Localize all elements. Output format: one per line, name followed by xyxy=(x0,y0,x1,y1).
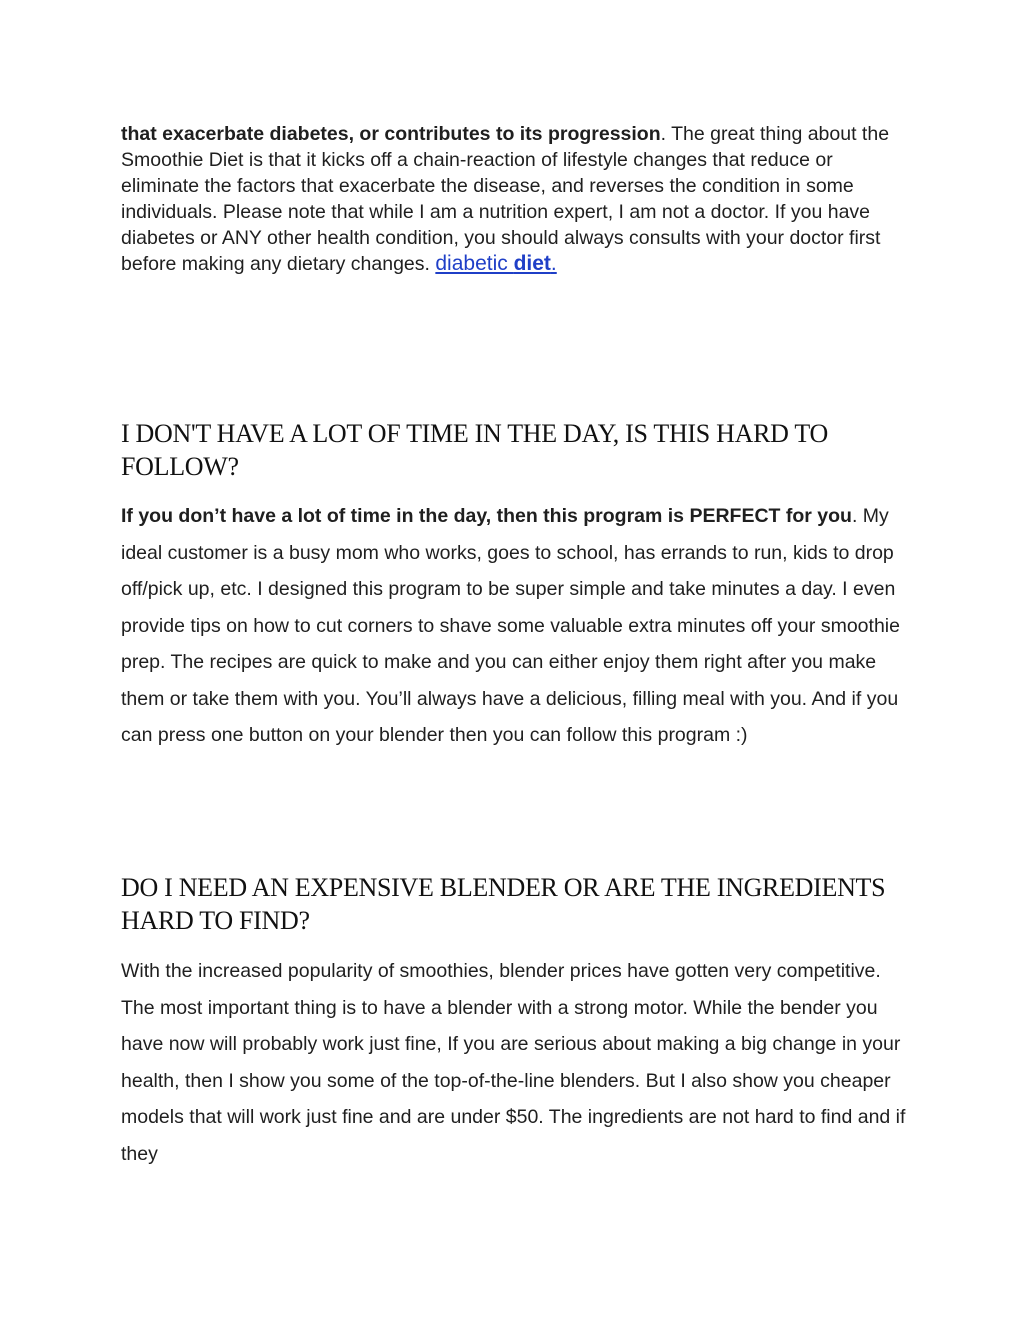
link-text-period: . xyxy=(550,252,557,275)
link-text-diabetic: diabetic xyxy=(435,252,514,275)
blender-body-text: With the increased popularity of smoothies, blender prices have gotten very competitive. The most important thing is to have a blender with a strong motor. While the bender you have now will probably work just fine, If you are serious about making a big change in your health, then I show you some of the top-of-the-line blenders. But I also show you cheaper models that will work just fine and are under $50. The ingredients are not hard to find and if they xyxy=(121,960,906,1165)
time-bold-text: If you don’t have a lot of time in the day, then this program is PERFECT for you xyxy=(121,505,852,527)
section-heading-time: I DON'T HAVE A LOT OF TIME IN THE DAY, IS THIS HARD TO FOLLOW? xyxy=(121,419,828,481)
intro-bold-text: that exacerbate diabetes, or contributes to its progression xyxy=(121,123,661,145)
link-text-diet: diet xyxy=(513,252,551,275)
intro-paragraph xyxy=(121,121,911,277)
intro-body-text: . The great thing about the Smoothie Diet is that it kicks off a chain-reaction of lifestyle changes that reduce or eliminate the factors that exacerbate the disease, and reverses the condition in some individuals. Please note that while I am a nutrition expert, I am not a doctor. If you have diabetes or ANY other health condition, you should always consults with your doctor first before making any dietary changes. xyxy=(121,123,890,275)
diabetic-diet-link[interactable] xyxy=(435,252,556,275)
section-heading-blender: DO I NEED AN EXPENSIVE BLENDER OR ARE THE INGREDIENTS HARD TO FIND? xyxy=(121,873,886,935)
time-paragraph xyxy=(121,498,911,754)
blender-paragraph xyxy=(121,953,911,1172)
time-body-text: . My ideal customer is a busy mom who works, goes to school, has errands to run, kids to drop off/pick up, etc. I designed this program to be super simple and take minutes a day. I even provide tips on how to cut corners to shave some valuable extra minutes off your smoothie prep. The recipes are quick to make and you can either enjoy them right after you make them or take them with you. You’ll always have a delicious, filling meal with you. And if you can press one button on your blender then you can follow this program :) xyxy=(121,505,900,746)
